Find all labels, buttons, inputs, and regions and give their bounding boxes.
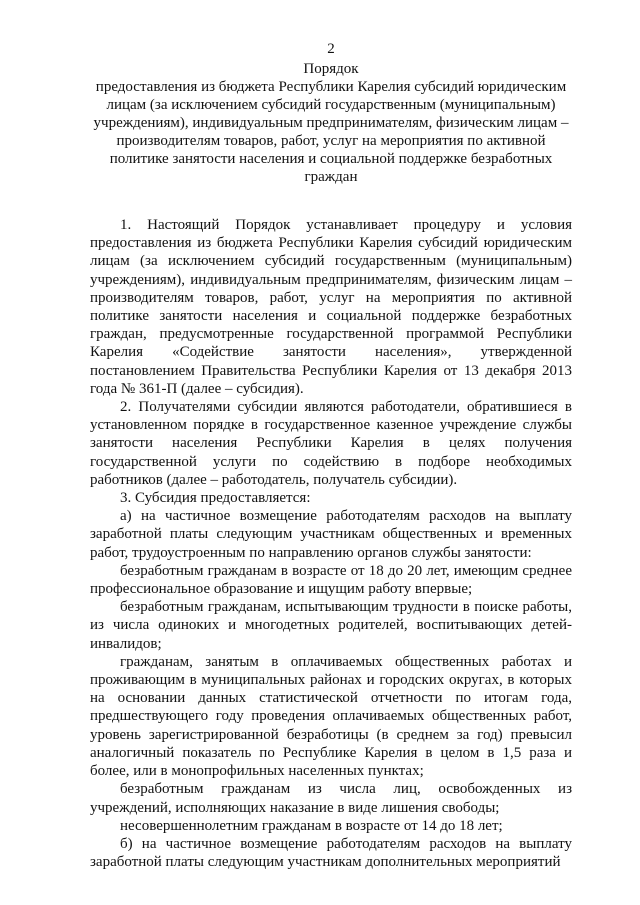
document-title: Порядок: [303, 61, 359, 77]
paragraph: а) на частичное возмещение работодателям расходов на выплату заработной платы следующим участникам общественных и временных работ, трудоустроенным по направлению органов службы занятости:: [90, 508, 572, 561]
paragraph: 1. Настоящий Порядок устанавливает процедуру и условия предоставления из бюджета Республики Карелия субсидий юридическим лицам (за исключением субсидий государственным (муниципальным) учреждениям), индивидуальным предпринимателям, физическим лицам – производителям товаров, работ, услуг на мероприятия по активной политике занятости населения и социальной поддержке безработных граждан, предусмотренные государственной программой Республики Карелия «Содействие занятости населения», утвержденной постановлением Правительства Республики Карелия от 13 декабря 2013 года № 361-П (далее – субсидия).: [90, 217, 572, 397]
paragraph: гражданам, занятым в оплачиваемых общественных работах и проживающим в муниципальных районах и городских округах, в которых на основании данных статистической отчетности по итогам года, предшествующего году проведения оплачиваемых общественных работ, уровень зарегистрированной безработицы (в среднем за год) превысил аналогичный показатель по Республике Карелия в целом в 1,5 раза и более, или в монопрофильных населенных пунктах;: [90, 653, 572, 780]
paragraph: безработным гражданам из числа лиц, освобожденных из учреждений, исполняющих наказание в виде лишения свободы;: [90, 781, 572, 816]
paragraph: б) на частичное возмещение работодателям расходов на выплату заработной платы следующим участникам дополнительных мероприятий: [90, 835, 572, 871]
page-number: 2: [327, 41, 335, 57]
document-body: [90, 216, 572, 871]
paragraph: несовершеннолетним гражданам в возрасте от 14 до 18 лет;: [120, 817, 503, 834]
paragraph: безработным гражданам в возрасте от 18 до 20 лет, имеющим среднее профессиональное образование и ищущим работу впервые;: [90, 562, 572, 598]
paragraph: 3. Субсидия предоставляется:: [120, 490, 311, 507]
document-subtitle: предоставления из бюджета Республики Карелия субсидий юридическим лицам (за исключением субсидий государственным (муниципальным) учреждениям), индивидуальным предпринимателям, физическим лицам – производителям товаров, работ, услуг на мероприятия по активной политике занятости населения и социальной поддержке безработных граждан: [93, 79, 569, 185]
document-page: [90, 40, 572, 871]
paragraph: 2. Получателями субсидии являются работодатели, обратившиеся в установленном порядке в государственное казенное учреждение службы занятости населения Республики Карелия в целях получения государственной услуги по содействию в подборе необходимых работников (далее – работодатель, получатель субсидии).: [90, 399, 572, 488]
paragraph: безработным гражданам, испытывающим трудности в поиске работы, из числа одиноких и многодетных родителей, воспитывающих детей-инвалидов;: [90, 599, 572, 652]
